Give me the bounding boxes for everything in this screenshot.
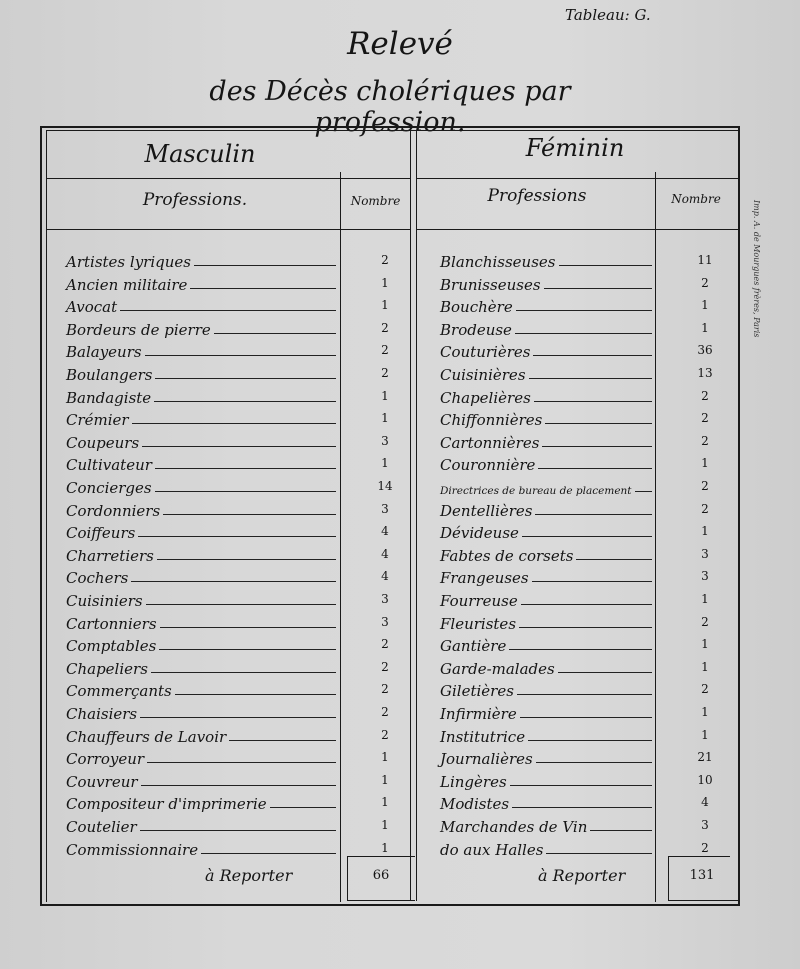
table-row	[0, 249, 800, 271]
nombre-cell: 1	[381, 750, 389, 765]
nombre-cell: 3	[701, 546, 709, 561]
tableau-label: Tableau: G.	[565, 6, 651, 24]
profession-label: Couvreur	[66, 772, 138, 791]
leader-line	[546, 853, 652, 854]
nombre-cell: 1	[381, 795, 389, 810]
profession-label: Chapelières	[440, 388, 531, 407]
profession-label: Chapeliers	[66, 659, 148, 678]
profession-cell	[440, 543, 652, 565]
nombre-cell: 2	[701, 388, 709, 403]
nombre-cell: 1	[381, 275, 389, 290]
nombre-cell: 1	[381, 298, 389, 313]
profession-cell	[440, 633, 652, 655]
profession-cell	[440, 339, 652, 361]
nombre-cell: 21	[697, 750, 713, 765]
leader-line	[534, 401, 652, 402]
leader-line	[529, 378, 652, 379]
feminin-report-total: 131	[689, 868, 715, 883]
leader-line	[532, 581, 652, 582]
nombre-cell: 2	[701, 433, 709, 448]
table-row	[0, 520, 800, 542]
table-row	[0, 317, 800, 339]
table-row	[0, 362, 800, 384]
profession-label: Giletières	[440, 682, 514, 701]
table-row	[0, 272, 800, 294]
feminin-total-box-bottom	[668, 900, 738, 901]
leader-line	[528, 740, 652, 741]
profession-label: Fleuristes	[440, 614, 517, 633]
profession-label: Charretiers	[66, 546, 154, 565]
feminin-header-rule	[417, 229, 738, 230]
profession-label: Cartonnières	[440, 433, 540, 452]
profession-cell	[440, 272, 652, 294]
masculin-section-title: Masculin	[144, 140, 256, 168]
nombre-cell: 2	[381, 659, 389, 674]
table-row	[0, 452, 800, 474]
profession-label: Fourreuse	[440, 592, 518, 610]
profession-label: Garde-malades	[440, 659, 555, 678]
profession-cell	[440, 746, 652, 768]
leader-line	[544, 288, 652, 289]
nombre-cell: 1	[701, 524, 709, 539]
table-row	[0, 385, 800, 407]
profession-cell	[440, 814, 652, 836]
nombre-cell: 2	[701, 682, 709, 697]
profession-cell	[440, 475, 652, 497]
table-row	[0, 543, 800, 565]
nombre-cell: 3	[381, 592, 389, 606]
table-row	[0, 565, 800, 587]
nombre-cell: 11	[697, 253, 713, 267]
nombre-cell: 2	[381, 253, 389, 267]
nombre-cell: 1	[381, 411, 389, 426]
nombre-cell: 1	[381, 772, 389, 787]
leader-line	[590, 830, 652, 831]
nombre-cell: 2	[701, 411, 709, 426]
profession-cell	[440, 362, 652, 384]
profession-label: Corroyeur	[66, 750, 145, 769]
table-row	[0, 837, 800, 859]
profession-label: Blanchisseuses	[440, 253, 556, 271]
profession-cell	[440, 611, 652, 633]
table-row	[0, 294, 800, 316]
nombre-cell: 2	[701, 501, 709, 516]
leader-line	[538, 468, 652, 469]
profession-cell	[440, 249, 652, 271]
profession-label: Coupeurs	[66, 433, 140, 452]
feminin-section-title: Féminin	[525, 134, 625, 162]
leader-line	[515, 333, 652, 334]
profession-label: Comptables	[66, 637, 157, 656]
profession-label: Couronnière	[440, 456, 536, 475]
profession-cell	[440, 430, 652, 452]
nombre-cell: 1	[381, 388, 389, 403]
profession-label: Bandagiste	[66, 388, 152, 407]
profession-label: Cordonniers	[66, 501, 161, 520]
nombre-cell: 2	[381, 705, 389, 719]
profession-label: Cuisinières	[440, 366, 526, 384]
table-row	[0, 678, 800, 700]
leader-line	[509, 649, 652, 650]
profession-label: Lingères	[440, 772, 507, 791]
nombre-cell: 1	[701, 298, 709, 313]
nombre-cell: 1	[701, 320, 709, 335]
profession-label: Balayeurs	[66, 343, 142, 362]
table-row	[0, 498, 800, 520]
profession-cell	[440, 407, 652, 429]
table-row	[0, 611, 800, 633]
nombre-cell: 3	[701, 569, 709, 584]
table-row	[0, 814, 800, 836]
nombre-cell: 10	[697, 772, 713, 787]
profession-cell	[440, 385, 652, 407]
profession-label: Brunisseuses	[440, 275, 541, 294]
table-row	[0, 656, 800, 678]
table-row	[0, 769, 800, 791]
profession-label: Directrices de bureau de placement	[440, 485, 632, 497]
masculin-profession-header: Professions.	[142, 190, 248, 210]
leader-line	[559, 265, 653, 266]
masculin-title-rule	[47, 178, 410, 179]
nombre-cell: 1	[701, 727, 709, 742]
profession-label: Compositeur d'imprimerie	[66, 795, 267, 814]
leader-line	[545, 423, 652, 424]
nombre-cell: 3	[381, 433, 389, 448]
leader-line	[576, 559, 652, 560]
printer-imprint: Imp. A. de Mourgues frères, Paris	[752, 200, 761, 338]
profession-label: Journalières	[440, 750, 533, 769]
profession-label: Avocat	[66, 298, 118, 317]
profession-label: Artistes lyriques	[66, 253, 191, 271]
feminin-report-label: à Reporter	[538, 866, 626, 885]
nombre-cell: 3	[701, 818, 709, 832]
leader-line	[542, 446, 652, 447]
nombre-cell: 1	[381, 456, 389, 471]
nombre-cell: 3	[381, 501, 389, 516]
profession-label: Couturières	[440, 343, 531, 362]
profession-cell	[440, 678, 652, 700]
profession-label: Chaisiers	[66, 705, 138, 723]
leader-line	[517, 694, 652, 695]
profession-cell	[440, 520, 652, 542]
nombre-cell: 4	[381, 524, 389, 539]
nombre-cell: 1	[381, 818, 389, 832]
nombre-cell: 2	[381, 366, 389, 380]
profession-label: Bordeurs de pierre	[66, 320, 211, 339]
table-row	[0, 339, 800, 361]
profession-cell	[440, 452, 652, 474]
profession-label: Cartonniers	[66, 614, 157, 633]
profession-label: Cochers	[66, 569, 129, 588]
profession-label: Chiffonnières	[440, 411, 543, 430]
feminin-nombre-header: Nombre	[671, 192, 721, 206]
nombre-cell: 2	[381, 320, 389, 335]
profession-label: Coutelier	[66, 818, 137, 836]
leader-line	[522, 536, 652, 537]
table-row	[0, 791, 800, 813]
nombre-cell: 1	[701, 659, 709, 674]
masculin-nombre-header: Nombre	[350, 194, 401, 208]
masculin-report-label: à Reporter	[205, 866, 293, 885]
nombre-cell: 2	[381, 682, 389, 697]
profession-label: Dentellières	[440, 501, 533, 520]
table-row	[0, 701, 800, 723]
profession-label: Ancien militaire	[66, 275, 188, 294]
nombre-cell: 36	[697, 343, 713, 358]
nombre-cell: 2	[381, 343, 389, 358]
table-row	[0, 633, 800, 655]
nombre-cell: 1	[381, 840, 389, 855]
profession-cell	[440, 724, 652, 746]
leader-line	[520, 717, 652, 718]
profession-label: Frangeuses	[440, 569, 529, 588]
leader-line	[535, 514, 652, 515]
nombre-cell: 2	[701, 275, 709, 290]
profession-label: Bouchère	[440, 298, 513, 317]
profession-label: Gantière	[440, 637, 507, 656]
profession-label: do aux Halles	[440, 840, 544, 859]
nombre-cell: 2	[701, 840, 709, 855]
profession-label: Crémier	[66, 411, 129, 430]
leader-line	[558, 672, 652, 673]
leader-line	[536, 762, 652, 763]
profession-cell	[440, 656, 652, 678]
nombre-cell: 1	[701, 592, 709, 606]
feminin-title-rule	[417, 178, 738, 179]
table-row	[0, 746, 800, 768]
table-row	[0, 588, 800, 610]
table-row	[0, 724, 800, 746]
profession-label: Chauffeurs de Lavoir	[66, 727, 227, 746]
masculin-total-box-bottom	[347, 900, 415, 901]
profession-label: Concierges	[66, 479, 152, 497]
nombre-cell: 2	[381, 637, 389, 652]
profession-cell	[440, 588, 652, 610]
nombre-cell: 2	[381, 727, 389, 742]
profession-cell	[440, 317, 652, 339]
nombre-cell: 14	[377, 479, 393, 493]
leader-line	[635, 491, 652, 492]
profession-label: Dévideuse	[440, 524, 519, 543]
masculin-report-total: 66	[372, 868, 390, 883]
profession-cell	[440, 701, 652, 723]
table-row	[0, 430, 800, 452]
nombre-cell: 3	[381, 614, 389, 629]
profession-label: Boulangers	[66, 366, 153, 384]
table-row	[0, 407, 800, 429]
leader-line	[519, 627, 652, 628]
leader-line	[512, 807, 652, 808]
nombre-cell: 1	[701, 705, 709, 719]
nombre-cell: 2	[701, 614, 709, 629]
nombre-cell: 2	[701, 479, 709, 493]
leader-line	[516, 310, 652, 311]
nombre-cell: 4	[381, 569, 389, 584]
masculin-header-rule	[47, 229, 410, 230]
profession-label: Fabtes de corsets	[440, 546, 574, 565]
nombre-cell: 13	[697, 366, 713, 380]
nombre-cell: 1	[701, 456, 709, 471]
profession-label: Cultivateur	[66, 456, 152, 475]
profession-label: Institutrice	[440, 727, 526, 746]
leader-line	[521, 604, 652, 605]
feminin-profession-header: Professions	[487, 186, 587, 206]
profession-label: Commerçants	[66, 682, 172, 701]
nombre-cell: 4	[381, 546, 389, 561]
leader-line	[533, 355, 652, 356]
profession-cell	[440, 837, 652, 859]
profession-cell	[440, 769, 652, 791]
table-row	[0, 475, 800, 497]
profession-label: Infirmière	[440, 705, 517, 723]
nombre-cell: 1	[701, 637, 709, 652]
profession-cell	[440, 791, 652, 813]
profession-label: Marchandes de Vin	[440, 818, 588, 836]
profession-cell	[440, 294, 652, 316]
profession-cell	[440, 498, 652, 520]
profession-label: Cuisiniers	[66, 592, 143, 610]
nombre-cell: 4	[701, 795, 709, 810]
page-title: Relevé	[347, 26, 453, 62]
profession-label: Modistes	[440, 795, 510, 814]
profession-label: Coiffeurs	[66, 524, 136, 543]
profession-label: Brodeuse	[440, 320, 512, 339]
leader-line	[510, 785, 652, 786]
profession-cell	[440, 565, 652, 587]
page-subtitle: des Décès cholériques par profession.	[209, 76, 571, 138]
profession-label: Commissionnaire	[66, 840, 199, 859]
